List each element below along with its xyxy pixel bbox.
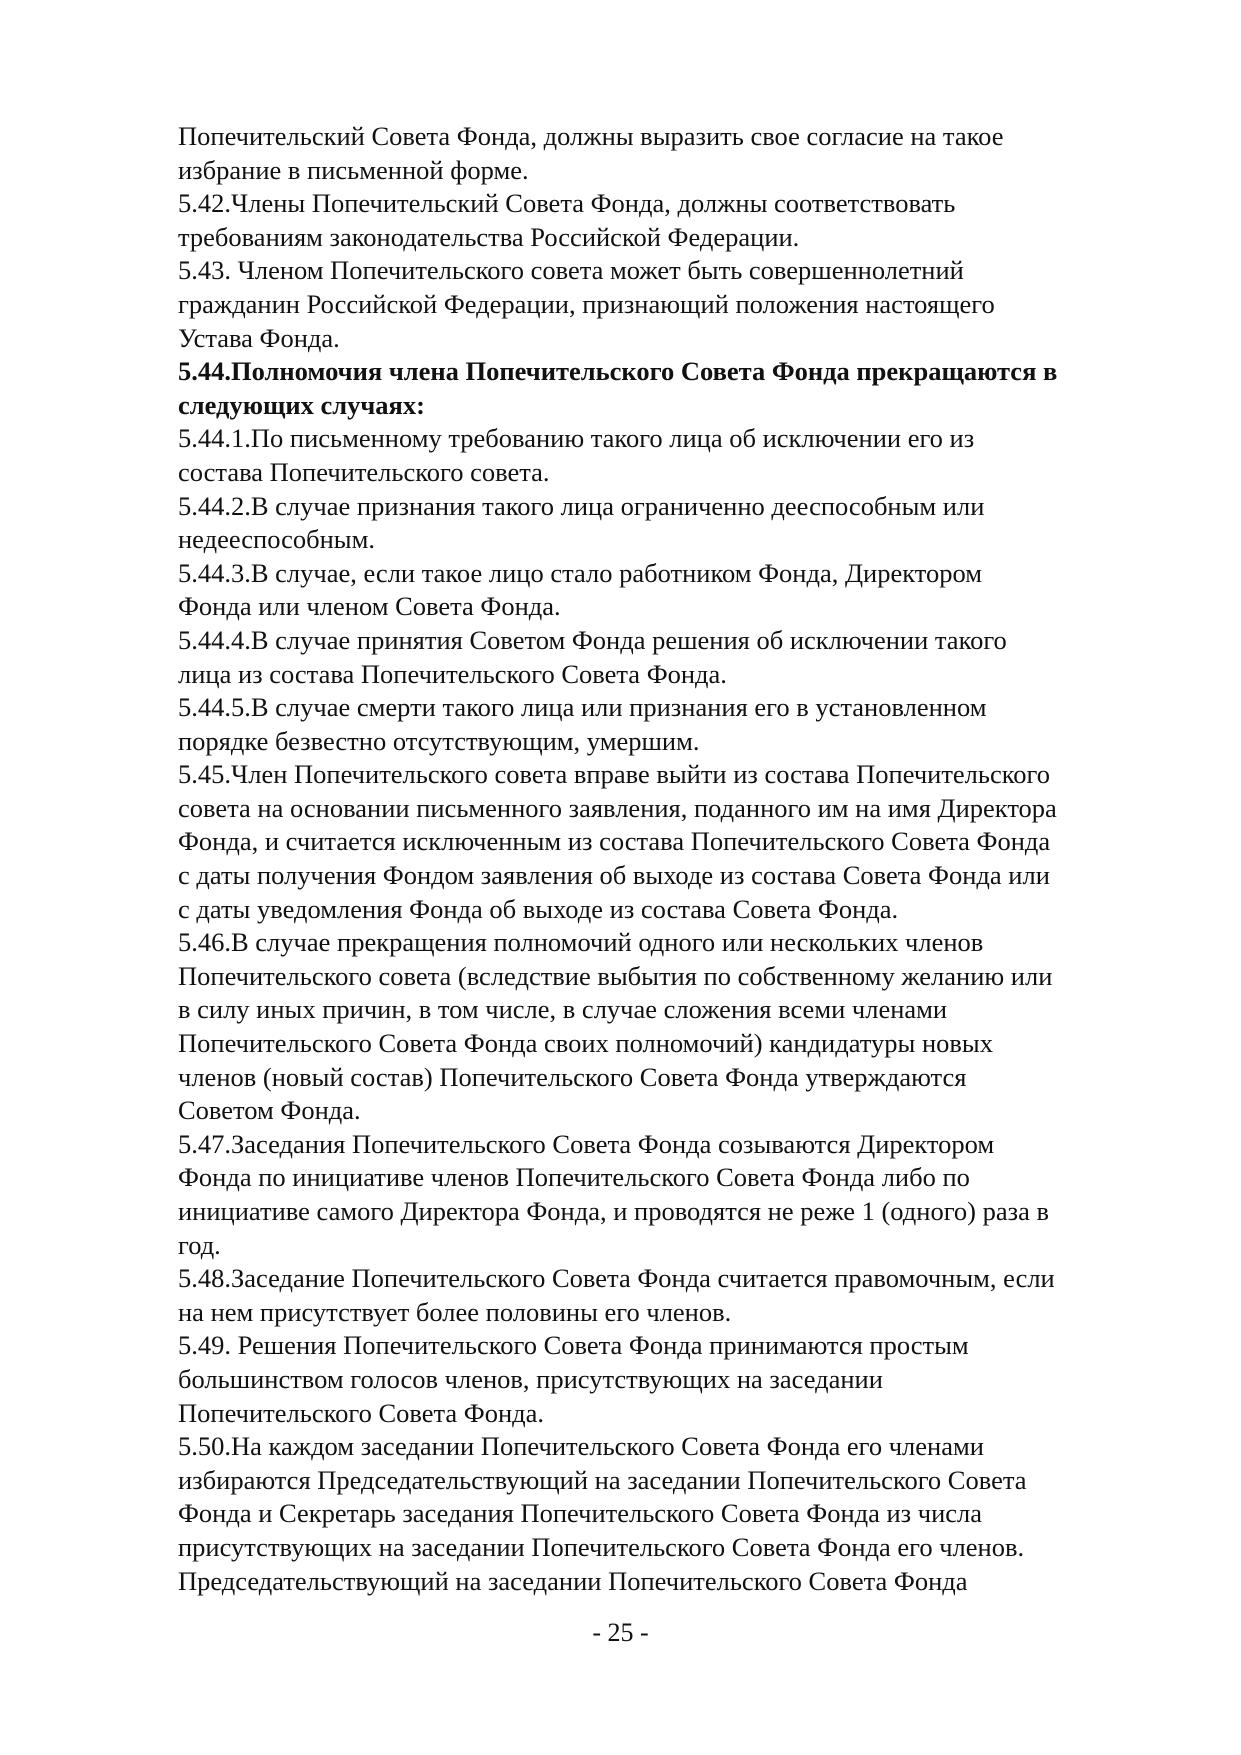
text-line: состава Попечительского совета. <box>178 456 550 487</box>
text-line: лица из состава Попечительского Совета Фонда. <box>178 658 727 689</box>
text-line: Попечительского Совета Фонда своих полномочий) кандидатуры новых <box>178 1028 993 1059</box>
text-line: с даты получения Фондом заявления об выходе из состава Совета Фонда или <box>178 860 1050 891</box>
text-line: Устава Фонда. <box>178 322 340 353</box>
text-line: большинством голосов членов, присутствующих на заседании <box>178 1363 883 1394</box>
page-number: - 25 - <box>592 1618 649 1647</box>
text-line: 5.47.Заседания Попечительского Совета Фонда созываются Директором <box>178 1128 995 1159</box>
text-line: избрание в письменной форме. <box>178 154 529 185</box>
text-line: избираются Председательствующий на заседании Попечительского Совета <box>178 1464 1027 1495</box>
text-line: гражданин Российской Федерации, признающий положения настоящего <box>178 288 995 319</box>
text-line: Попечительского Совета Фонда. <box>178 1397 545 1428</box>
text-line: порядке безвестно отсутствующим, умершим. <box>178 725 700 756</box>
text-line: Попечительский Совета Фонда, должны выразить свое согласие на такое <box>178 121 1004 151</box>
text-line: в силу иных причин, в том числе, в случае сложения всеми членами <box>178 994 948 1025</box>
text-line: 5.49. Решения Попечительского Совета Фонда принимаются простым <box>178 1330 969 1361</box>
text-line: инициативе самого Директора Фонда, и проводятся не реже 1 (одного) раза в <box>178 1196 1049 1226</box>
text-line: требованиям законодательства Российской Федерации. <box>178 221 800 252</box>
document-body <box>178 120 1178 1598</box>
text-line: 5.44.2.В случае признания такого лица ограниченно дееспособным или <box>178 490 985 521</box>
text-line: присутствующих на заседании Попечительского Совета Фонда его членов. <box>178 1531 1025 1562</box>
text-line: Попечительского совета (вследствие выбытия по собственному желанию или <box>178 960 1053 991</box>
text-line: Фонда или членом Совета Фонда. <box>178 591 561 622</box>
text-line: Фонда, и считается исключенным из состава Попечительского Совета Фонда <box>178 826 1051 857</box>
text-line: членов (новый состав) Попечительского Совета Фонда утверждаются <box>178 1061 967 1092</box>
text-line: недееспособным. <box>178 524 375 555</box>
text-line: 5.50.На каждом заседании Попечительского Совета Фонда его членами <box>178 1431 984 1462</box>
text-line: 5.44.1.По письменному требованию такого лица об исключении его из <box>178 423 975 454</box>
text-line: Председательствующий на заседании Попечительского Совета Фонда <box>178 1565 968 1596</box>
text-line: 5.45.Член Попечительского совета вправе выйти из состава Попечительского <box>178 759 1050 790</box>
text-line: 5.46.В случае прекращения полномочий одного или нескольких членов <box>178 927 984 958</box>
text-line: 5.44.3.В случае, если такое лицо стало работником Фонда, Директором <box>178 557 983 588</box>
text-line: на нем присутствует более половины его членов. <box>178 1296 732 1327</box>
text-line: 5.42.Члены Попечительский Совета Фонда, должны соответствовать <box>178 188 956 219</box>
text-line: с даты уведомления Фонда об выходе из состава Совета Фонда. <box>178 893 899 924</box>
text-line: 5.44.5.В случае смерти такого лица или признания его в установленном <box>178 692 987 723</box>
section-heading-line: 5.44.Полномочия члена Попечительского Совета Фонда прекращаются в <box>178 356 1058 387</box>
text-line: Советом Фонда. <box>178 1095 361 1126</box>
text-line: совета на основании письменного заявления, поданного им на имя Директора <box>178 792 1057 823</box>
text-line: Фонда по инициативе членов Попечительского Совета Фонда либо по <box>178 1162 970 1193</box>
text-line: 5.48.Заседание Попечительского Совета Фонда считается правомочным, если <box>178 1263 1055 1294</box>
section-heading-line: следующих случаях: <box>178 389 425 420</box>
text-line: 5.44.4.В случае принятия Советом Фонда решения об исключении такого <box>178 624 1007 655</box>
text-line: Фонда и Секретарь заседания Попечительского Совета Фонда из числа <box>178 1498 983 1529</box>
text-line: 5.43. Членом Попечительского совета может быть совершеннолетний <box>178 255 964 286</box>
text-line: год. <box>178 1229 221 1260</box>
